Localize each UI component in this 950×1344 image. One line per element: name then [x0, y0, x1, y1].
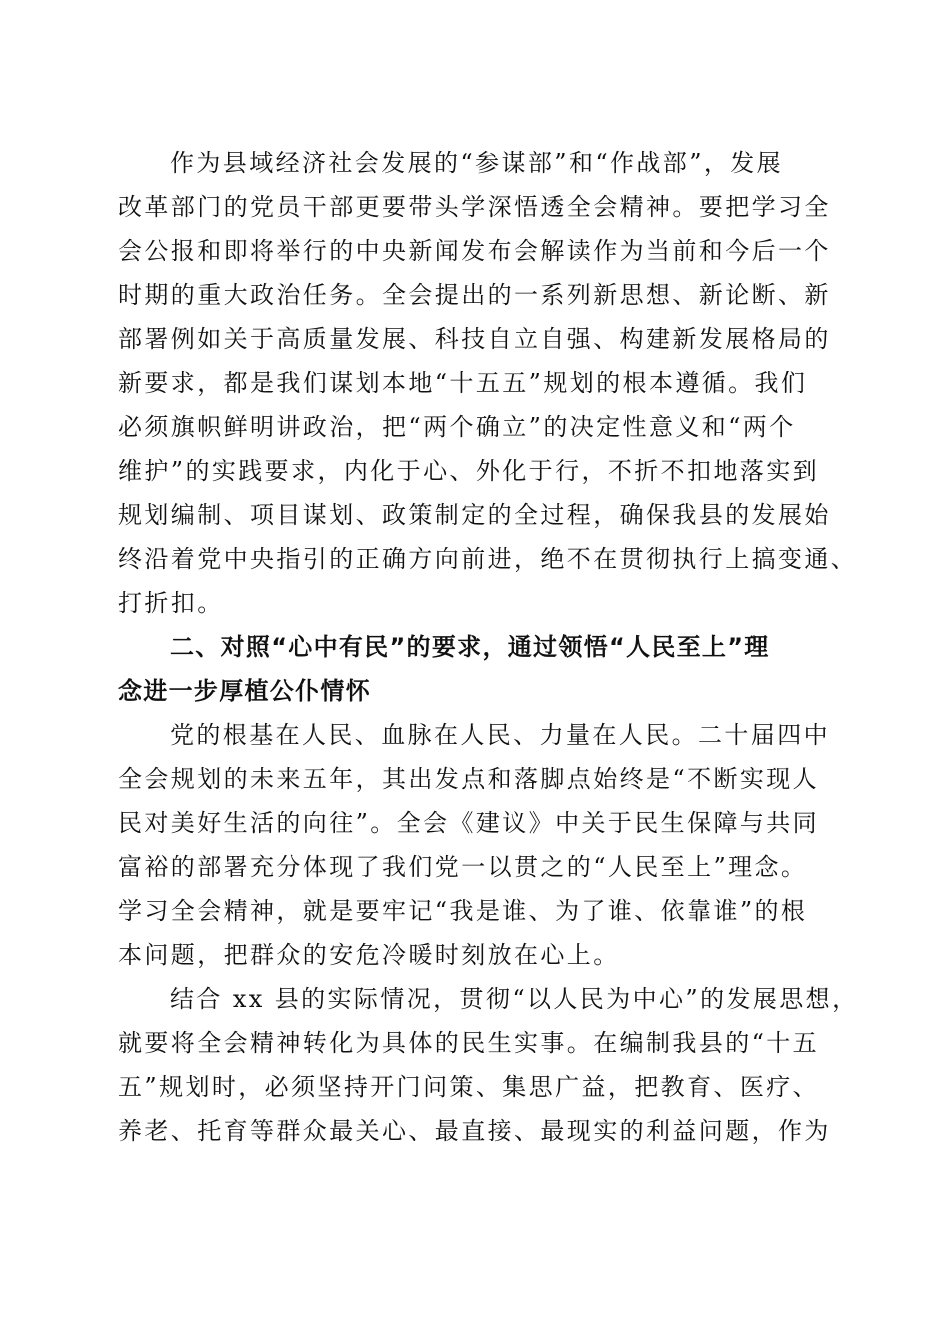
paragraph-1	[118, 141, 858, 625]
text-line: 会公报和即将举行的中央新闻发布会解读作为当前和今后一个	[118, 237, 831, 265]
text-line: 作为县域经济社会发展的“参谋部”和“作战部”，发展	[170, 149, 784, 177]
text-line: 部署例如关于高质量发展、科技自立自强、构建新发展格局的	[118, 325, 831, 353]
paragraph-2	[118, 713, 838, 977]
text-line: 必须旗帜鲜明讲政治，把“两个确立”的决定性意义和“两个	[118, 413, 796, 441]
text-line: 打折扣。	[118, 589, 224, 617]
heading-line: 念进一步厚植公仆情怀	[118, 677, 371, 705]
text-line: 学习全会精神，就是要牢记“我是谁、为了谁、依靠谁”的根	[118, 897, 808, 925]
text-line: 结合 xx 县的实际情况，贯彻“以人民为中心”的发展思想，	[170, 985, 859, 1013]
section-heading-2	[118, 625, 838, 713]
text-line: 富裕的部署充分体现了我们党一以贯之的“人民至上”理念。	[118, 853, 808, 881]
text-line: 新要求，都是我们谋划本地“十五五”规划的根本遵循。我们	[118, 369, 808, 397]
document-body	[118, 141, 859, 1153]
text-line: 全会规划的未来五年，其出发点和落脚点始终是“不断实现人	[118, 765, 820, 793]
text-line: 终沿着党中央指引的正确方向前进，绝不在贯彻执行上搞变通、	[118, 545, 858, 573]
text-line: 民对美好生活的向往”。全会《建议》中关于民生保障与共同	[118, 809, 820, 837]
text-line: 养老、托育等群众最关心、最直接、最现实的利益问题，作为	[118, 1117, 831, 1145]
text-line: 改革部门的党员干部更要带头学深悟透全会精神。要把学习全	[118, 193, 831, 221]
text-line: 本问题，把群众的安危冷暖时刻放在心上。	[118, 941, 620, 969]
heading-line: 二、对照“心中有民”的要求，通过领悟“人民至上”理	[170, 633, 770, 661]
paragraph-3	[118, 977, 859, 1153]
text-line: 党的根基在人民、血脉在人民、力量在人民。二十届四中	[170, 721, 830, 749]
text-line: 就要将全会精神转化为具体的民生实事。在编制我县的“十五	[118, 1029, 820, 1057]
text-line: 五”规划时，必须坚持开门问策、集思广益，把教育、医疗、	[118, 1073, 820, 1101]
text-line: 时期的重大政治任务。全会提出的一系列新思想、新论断、新	[118, 281, 831, 309]
text-line: 规划编制、项目谋划、政策制定的全过程，确保我县的发展始	[118, 501, 831, 529]
text-line: 维护”的实践要求，内化于心、外化于行，不折不扣地落实到	[118, 457, 820, 485]
